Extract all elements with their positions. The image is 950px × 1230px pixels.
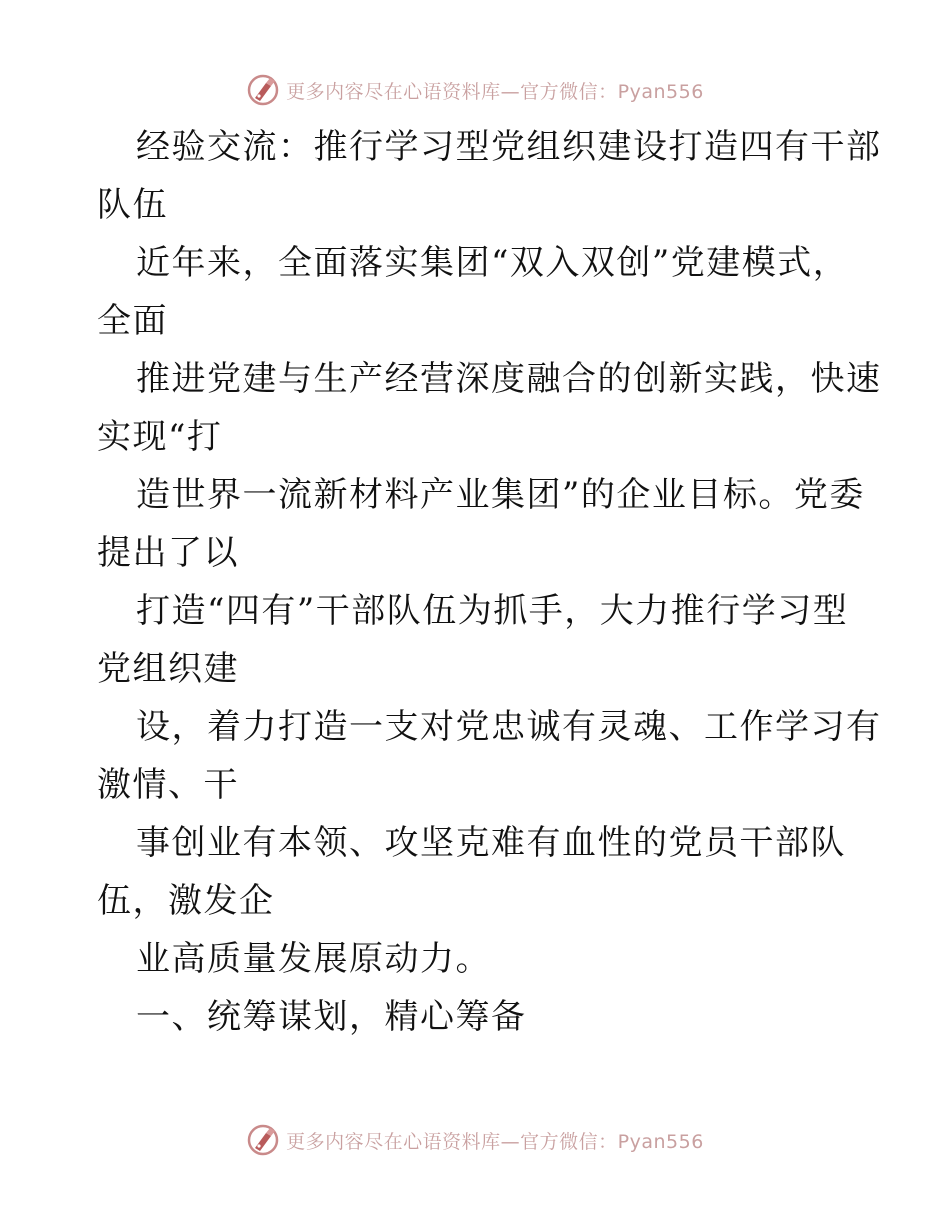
paragraph-6-line-2: 伍，激发企 (97, 881, 275, 921)
paragraph-7-line-1: 业高质量发展原动力。 (136, 939, 491, 979)
footer-watermark (0, 1120, 950, 1160)
paragraph-1-line-1: 近年来，全面落实集团“双入双创”党建模式， (136, 243, 849, 283)
paragraph-2-line-1: 推进党建与生产经营深度融合的创新实践，快速 (136, 359, 882, 399)
paragraph-2-line-2: 实现“打 (97, 417, 223, 457)
title-line-2: 队伍 (97, 185, 168, 225)
paragraph-1-line-2: 全面 (97, 301, 168, 341)
paragraph-6-line-1: 事创业有本领、攻坚克难有血性的党员干部队 (136, 823, 846, 863)
paragraph-3-line-1: 造世界一流新材料产业集团”的企业目标。党委 (136, 475, 865, 515)
watermark-text: 更多内容尽在心语资料库—官方微信：Pyan556 (286, 80, 704, 103)
pen-nib-icon (246, 1123, 280, 1157)
watermark-text: 更多内容尽在心语资料库—官方微信：Pyan556 (286, 1130, 704, 1153)
pen-nib-icon (246, 73, 280, 107)
paragraph-4-line-1: 打造“四有”干部队伍为抓手，大力推行学习型 (136, 591, 849, 631)
section-heading-1: 一、统筹谋划，精心筹备 (136, 997, 527, 1037)
document-body (97, 118, 882, 1046)
title-line-1: 经验交流：推行学习型党组织建设打造四有干部 (136, 127, 882, 167)
header-watermark (0, 70, 950, 110)
paragraph-4-line-2: 党组织建 (97, 649, 239, 689)
paragraph-5-line-2: 激情、干 (97, 765, 239, 805)
paragraph-3-line-2: 提出了以 (97, 533, 239, 573)
paragraph-5-line-1: 设，着力打造一支对党忠诚有灵魂、工作学习有 (136, 707, 882, 747)
